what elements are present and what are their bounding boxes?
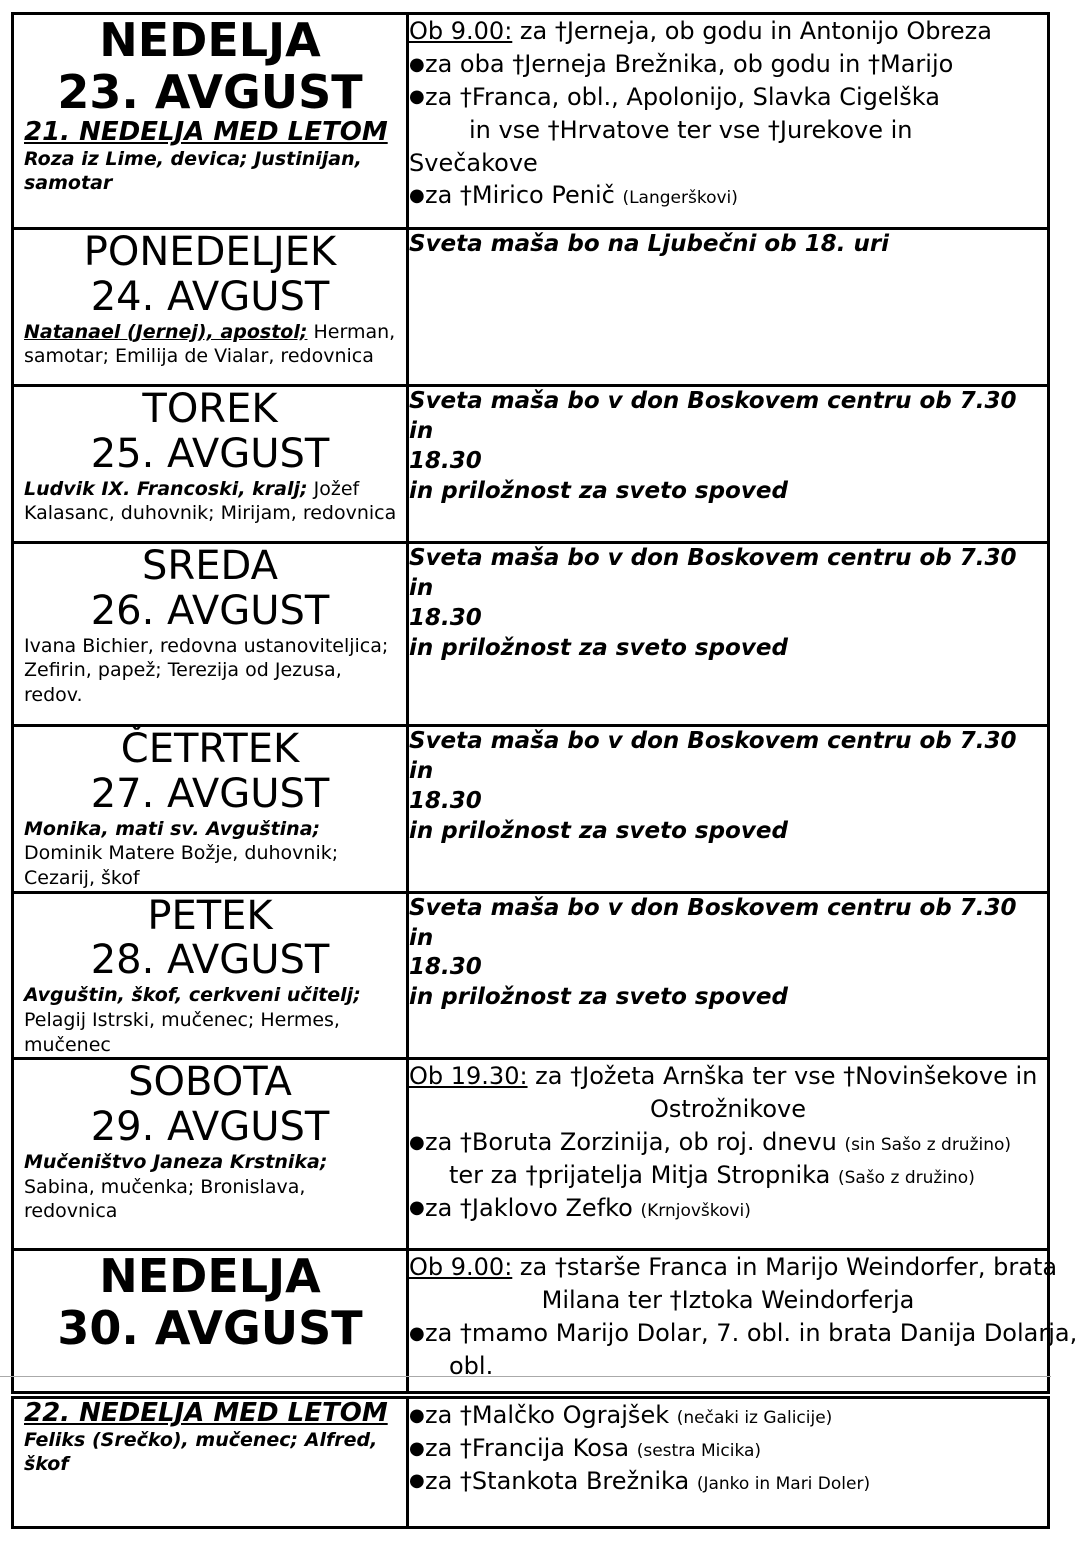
intentions-cell (408, 386, 1049, 543)
mass-notice: in priložnost za sveto spoved (409, 634, 788, 661)
day-cell (13, 892, 408, 1059)
saints-other: Dominik Matere Božje, duhovnik; Cezarij, škof (24, 842, 339, 889)
intention-line (409, 147, 1047, 180)
saints-of-day (14, 477, 406, 526)
day-row (13, 14, 1049, 229)
saints-of-day (14, 1150, 406, 1224)
day-date: 30. AVGUST (57, 1300, 363, 1355)
day-cell (13, 1059, 408, 1250)
mass-notice: 18.30 (409, 954, 482, 981)
saint-primary: Avguštin, škof, cerkveni učitelj; (24, 984, 361, 1007)
day-date: 28. AVGUST (90, 937, 330, 984)
intention-line (409, 1317, 1077, 1350)
mass-notice: Sveta maša bo v don Boskovem centru ob 7.30 in (409, 728, 1017, 784)
intention-line (409, 1126, 1047, 1159)
intention-text: za †starše Franca in Marijo Weindorfer, brata (512, 1253, 1058, 1282)
saints-other: Jožef Kalasanc, duhovnik; Mirijam, redovnica (24, 477, 397, 525)
day-cell (13, 543, 408, 726)
day-date: 23. AVGUST (57, 64, 363, 119)
mass-notice: Sveta maša bo na Ljubečni ob 18. uri (409, 231, 890, 257)
intention-note: (sin Sašo z družino) (844, 1135, 1012, 1156)
day-row (13, 543, 1049, 726)
intention-line (409, 1432, 1047, 1465)
intention-text: za †Franca, obl., Apolonijo, Slavka Cigelška (425, 82, 940, 111)
clipped-header-remnant (0, 0, 1051, 8)
bullet-icon: ● (409, 1322, 425, 1344)
mass-notice: 18.30 (409, 787, 482, 814)
intention-line (409, 48, 1047, 81)
saint-primary: Monika, mati sv. Avguština; (24, 817, 321, 840)
day-row (13, 726, 1049, 893)
intention-text: za †Jaklovo Zefko (425, 1193, 641, 1222)
intention-line (409, 179, 1047, 212)
saint-primary: Roza iz Lime, devica; Justinijan, samotar (24, 147, 362, 195)
saints-other: Ivana Bichier, redovna ustanoviteljica; Zefirin, papež; Terezija od Jezusa, redov. (24, 634, 389, 706)
intention-text: za †mamo Marijo Dolar, 7. obl. in brata (425, 1319, 900, 1348)
saints-of-day (14, 817, 406, 891)
intention-text: obl. (449, 1351, 494, 1380)
intentions-cell (408, 1059, 1049, 1250)
intention-line (409, 1251, 1058, 1284)
intention-text: za †Malčko Ograjšek (425, 1401, 677, 1429)
intention-text: za †Francija Kosa (425, 1433, 637, 1462)
day-name: SREDA (142, 543, 278, 589)
intentions-cell (408, 1398, 1049, 1528)
saints-other: Sabina, mučenka; Bronislava, redovnica (24, 1175, 306, 1223)
mass-notice: 18.30 (409, 604, 482, 631)
saints-of-day (14, 320, 406, 369)
day-row (13, 1059, 1049, 1250)
intentions-cell (408, 726, 1049, 893)
saints-other: Pelagij Istrski, mučenec; Hermes, mučenec (24, 1008, 340, 1056)
bullet-icon: ● (409, 1437, 425, 1459)
bullet-icon: ● (409, 86, 425, 108)
intention-note: (Langerškovi) (622, 188, 738, 209)
intention-line (409, 15, 1047, 48)
intention-text: Svečakove (409, 148, 538, 177)
intention-text: Ostrožnikove (650, 1095, 806, 1124)
mass-notice: Sveta maša bo v don Boskovem centru ob 7.30 in (409, 545, 1017, 601)
bullet-icon: ● (409, 1470, 425, 1492)
day-name: NEDELJA (99, 1249, 321, 1304)
intention-note: (nečaki iz Galicije) (676, 1408, 833, 1428)
saint-primary: Ludvik IX. Francoski, kralj; (24, 477, 308, 500)
intention-line (409, 1060, 1047, 1093)
bullet-icon: ● (409, 185, 425, 207)
day-row (13, 892, 1049, 1059)
intention-line (409, 1399, 1047, 1432)
mass-notice: in priložnost za sveto spoved (409, 817, 788, 844)
day-name: ČETRTEK (120, 726, 300, 772)
mass-notice: 18.30 (409, 447, 482, 474)
saints-of-day (14, 983, 406, 1057)
day-cell (13, 386, 408, 543)
intention-text: za †Stankota Brežnika (425, 1466, 697, 1495)
mass-notice: in priložnost za sveto spoved (409, 477, 788, 504)
intentions-cell (408, 229, 1049, 386)
day-name: TOREK (142, 386, 278, 432)
intention-note: (Sašo z družino) (837, 1167, 975, 1188)
saints-of-day (14, 1428, 406, 1477)
continuation-table (11, 1396, 1050, 1529)
day-cell (13, 229, 408, 386)
saint-primary: Feliks (Srečko), mučenec; Alfred, škof (24, 1428, 378, 1476)
mass-time: Ob 9.00: (409, 17, 513, 45)
intention-line (409, 1159, 1047, 1192)
intention-line (409, 1192, 1047, 1225)
day-cell (13, 726, 408, 893)
intentions-cell (408, 892, 1049, 1059)
mass-notice: Sveta maša bo v don Boskovem centru ob 7.30 in (409, 894, 1017, 951)
saint-primary: Mučeništvo Janeza Krstnika; (24, 1150, 328, 1173)
intention-text: Milana ter †Iztoka Weindorferja (541, 1286, 915, 1315)
intentions-cell (408, 543, 1049, 726)
mass-notice: Sveta maša bo v don Boskovem centru ob 7.30 in (409, 388, 1017, 444)
mass-time: Ob 19.30: (409, 1062, 528, 1091)
day-row (13, 386, 1049, 543)
mass-time: Ob 9.00: (409, 1253, 513, 1282)
intention-line (409, 1465, 1047, 1498)
saints-other: Herman, samotar; Emilija de Vialar, redovnica (24, 320, 396, 368)
intention-note: (Janko in Mari Doler) (696, 1473, 871, 1494)
continuation-row (13, 1398, 1049, 1528)
intention-note: (sestra Micika) (636, 1440, 762, 1461)
day-date: 29. AVGUST (90, 1104, 330, 1151)
intention-line (409, 1284, 1047, 1317)
intention-text: Danija Dolarja, (899, 1319, 1077, 1348)
bullet-icon: ● (409, 1131, 425, 1153)
mass-notice: in priložnost za sveto spoved (409, 984, 788, 1011)
day-date: 27. AVGUST (90, 770, 330, 817)
day-date: 24. AVGUST (90, 273, 330, 320)
mass-schedule-table (11, 12, 1077, 1394)
day-row (13, 229, 1049, 386)
intention-line (409, 114, 1047, 147)
intention-text: za †Jerneja, ob godu in Antonijo Obreza (512, 17, 992, 45)
intention-text: za oba †Jerneja Brežnika, ob godu in †Marijo (425, 49, 954, 78)
liturgical-week: 21. NEDELJA MED LETOM (24, 117, 388, 148)
intention-line (409, 81, 1047, 114)
day-name: PONEDELJEK (83, 229, 337, 275)
day-name: SOBOTA (128, 1059, 292, 1106)
intention-line (409, 1093, 1047, 1126)
day-date: 25. AVGUST (90, 430, 330, 477)
intention-text: za †Jožeta Arnška ter vse †Novinšekove in (527, 1062, 1038, 1091)
intention-text: za †Mirico Penič (425, 181, 623, 210)
saints-of-day (14, 147, 406, 196)
intentions-cell (408, 14, 1049, 229)
intention-text: ter za †prijatelja Mitja Stropnika (449, 1160, 838, 1189)
intention-text: za †Boruta Zorzinija, ob roj. dnevu (425, 1128, 845, 1157)
intention-note: (Krnjovškovi) (640, 1200, 751, 1221)
day-name: NEDELJA (99, 13, 321, 67)
bullet-icon: ● (409, 1404, 425, 1426)
day-name: PETEK (147, 892, 273, 939)
intention-text: in vse †Hrvatove ter vse †Jurekove in (469, 115, 913, 144)
day-cell (13, 1398, 408, 1528)
saint-primary: Natanael (Jernej), apostol; (24, 320, 308, 343)
bullet-icon: ● (409, 53, 425, 75)
liturgical-week: 22. NEDELJA MED LETOM (24, 1398, 388, 1428)
saints-of-day (14, 634, 406, 708)
day-date: 26. AVGUST (90, 587, 330, 634)
day-cell (13, 14, 408, 229)
bullet-icon: ● (409, 1197, 425, 1219)
